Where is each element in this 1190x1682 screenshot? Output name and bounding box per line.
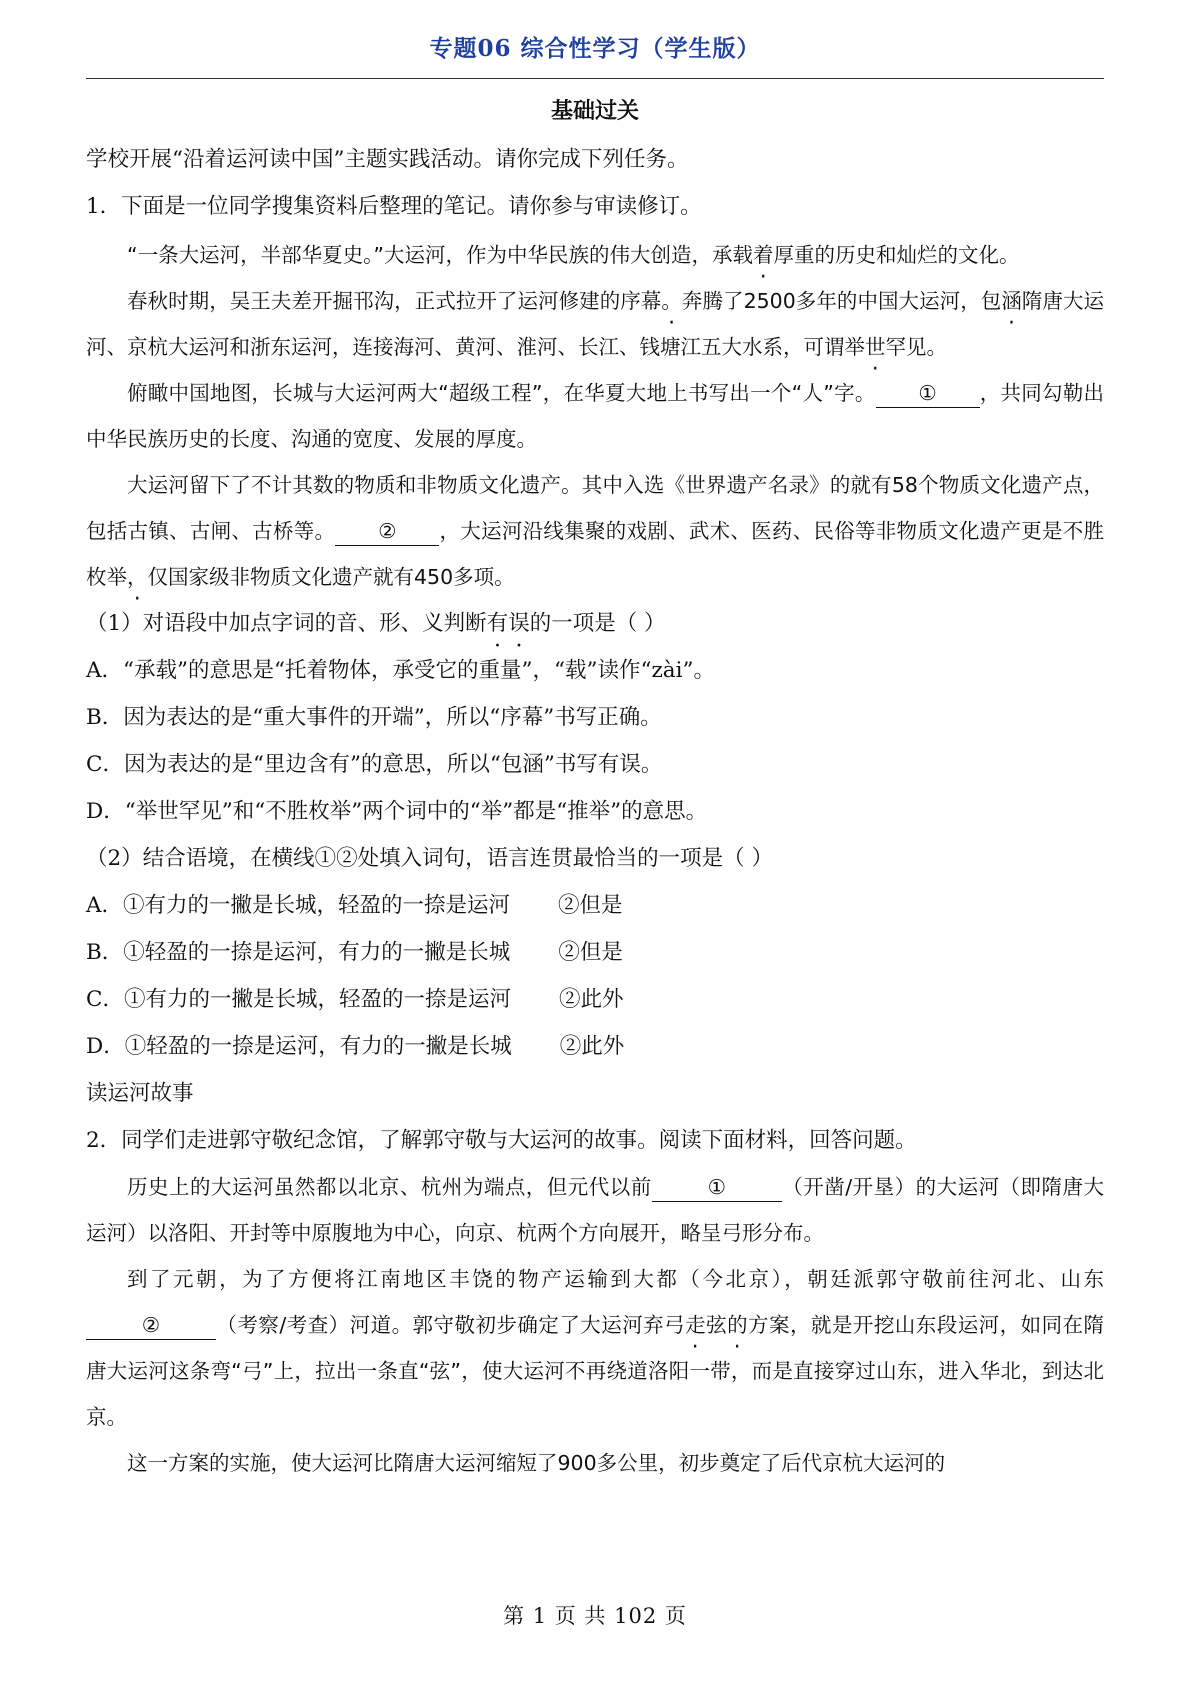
document-page	[86, 0, 1104, 1682]
option-b: B．①轻盈的一捺是运河，有力的一撇是长城 ②但是	[86, 940, 623, 965]
option-a: A．①有力的一撇是长城，轻盈的一捺是运河 ②但是	[86, 893, 623, 918]
fill-blank-2: ②	[86, 1311, 216, 1340]
emphasis-dot-char: 弦	[706, 1313, 728, 1337]
q2-passage-paragraph-2: 到了元朝，为了方便将江南地区丰饶的物产运输到大都（今北京），朝廷派郭守敬前往河北、山东② （考察/考查）河道。郭守敬初步确定了大运河弃弓走弦的方案，就是开挖山东段运河，如同在隋唐大运河这条弯“弓”上，拉出一条直“弦”，使大运河不再绕道洛阳一带，而是直接穿过山东，进入华北，到达北京。	[86, 1267, 1105, 1429]
option-d: D．“举世罕见”和“不胜枚举”两个词中的“举”都是“推举”的意思。	[86, 799, 708, 824]
q1-passage-paragraph-2: 春秋时期，吴王夫差开掘邗沟，正式拉开了运河修建的序幕。奔腾了2500多年的中国大运河，包涵隋唐大运河、京杭大运河和浙东运河，连接海河、黄河、淮河、长江、钱塘江五大水系，可谓举世罕见。	[86, 289, 1105, 359]
option-a: A．“承载”的意思是“托着物体，承受它的重量”，“载”读作“zài”。	[86, 658, 715, 683]
emphasis-dot-char: 举	[106, 565, 127, 589]
emphasis-dot-char: 弓	[664, 1313, 686, 1337]
option-c: C．①有力的一撇是长城，轻盈的一捺是运河 ②此外	[86, 987, 624, 1012]
q2-passage-paragraph-1: 历史上的大运河虽然都以北京、杭州为端点，但元代以前 ① （开凿/开垦）的大运河（即隋唐大运河）以洛阳、开封等中原腹地为中心，向京、杭两个方向展开，略呈弓形分布。	[86, 1175, 1105, 1245]
q2-passage-paragraph-3: 这一方案的实施，使大运河比隋唐大运河缩短了900多公里，初步奠定了后代京杭大运河的	[127, 1451, 946, 1475]
option-b: B．因为表达的是“重大事件的开端”，所以“序幕”书写正确。	[86, 705, 662, 730]
option-d: D．①轻盈的一捺是运河，有力的一撇是长城 ②此外	[86, 1034, 625, 1059]
emphasis-dot-char: 载	[732, 243, 753, 267]
emphasis-dot-char: 误	[508, 611, 530, 636]
emphasis-dot-char: 有	[486, 611, 509, 636]
sub-question-1: （1）对语段中加点字词的音、形、义判断有误的一项是（ ）	[86, 611, 666, 636]
emphasis-dot-char: 幕	[640, 289, 662, 313]
subsection-title: 读运河故事	[86, 1081, 194, 1106]
sub-question-2: （2）结合语境，在横线①②处填入词句，语言连贯最恰当的一项是（ ）	[86, 846, 774, 871]
emphasis-dot-char: 举	[844, 335, 865, 359]
intro-text: 学校开展“沿着运河读中国”主题实践活动。请你完成下列任务。	[86, 147, 689, 172]
emphasis-dot-char: 包	[980, 289, 1002, 313]
section-title: 基础过关	[550, 98, 639, 124]
option-c: C．因为表达的是“里边含有”的意思，所以“包涵”书写有误。	[86, 752, 663, 777]
question-2-stem: 2．同学们走进郭守敬纪念馆，了解郭守敬与大运河的故事。阅读下面材料，回答问题。	[86, 1128, 917, 1153]
header-divider	[86, 78, 1104, 79]
q1-passage-paragraph-1: “一条大运河，半部华夏史。”大运河，作为中华民族的伟大创造，承载着厚重的历史和灿烂的文化。	[127, 243, 1020, 267]
document-body	[86, 136, 1104, 1486]
fill-blank-1: ①	[876, 379, 980, 408]
q1-passage-paragraph-3: 俯瞰中国地图，长城与大运河两大“超级工程”，在华夏大地上书写出一个“人”字。 ① ，共同勾勒出中华民族历史的长度、沟通的宽度、发展的厚度。	[86, 381, 1104, 451]
question-1-stem: 1．下面是一位同学搜集资料后整理的笔记。请你参与审读修订。	[86, 194, 702, 219]
document-header-title: 专题06 综合性学习（学生版）	[429, 35, 761, 62]
fill-blank-1: ①	[652, 1173, 782, 1202]
page-number: 第 1 页 共 102 页	[503, 1604, 687, 1628]
fill-blank-2: ②	[335, 517, 439, 546]
q1-passage-paragraph-4: 大运河留下了不计其数的物质和非物质文化遗产。其中入选《世界遗产名录》的就有58个物质文化遗产点，包括古镇、古闸、古桥等。 ② ，大运河沿线集聚的戏剧、武术、医药、民俗等非物质文化遗产更是不胜枚举，仅国家级非物质文化遗产就有450多项。	[86, 473, 1105, 589]
